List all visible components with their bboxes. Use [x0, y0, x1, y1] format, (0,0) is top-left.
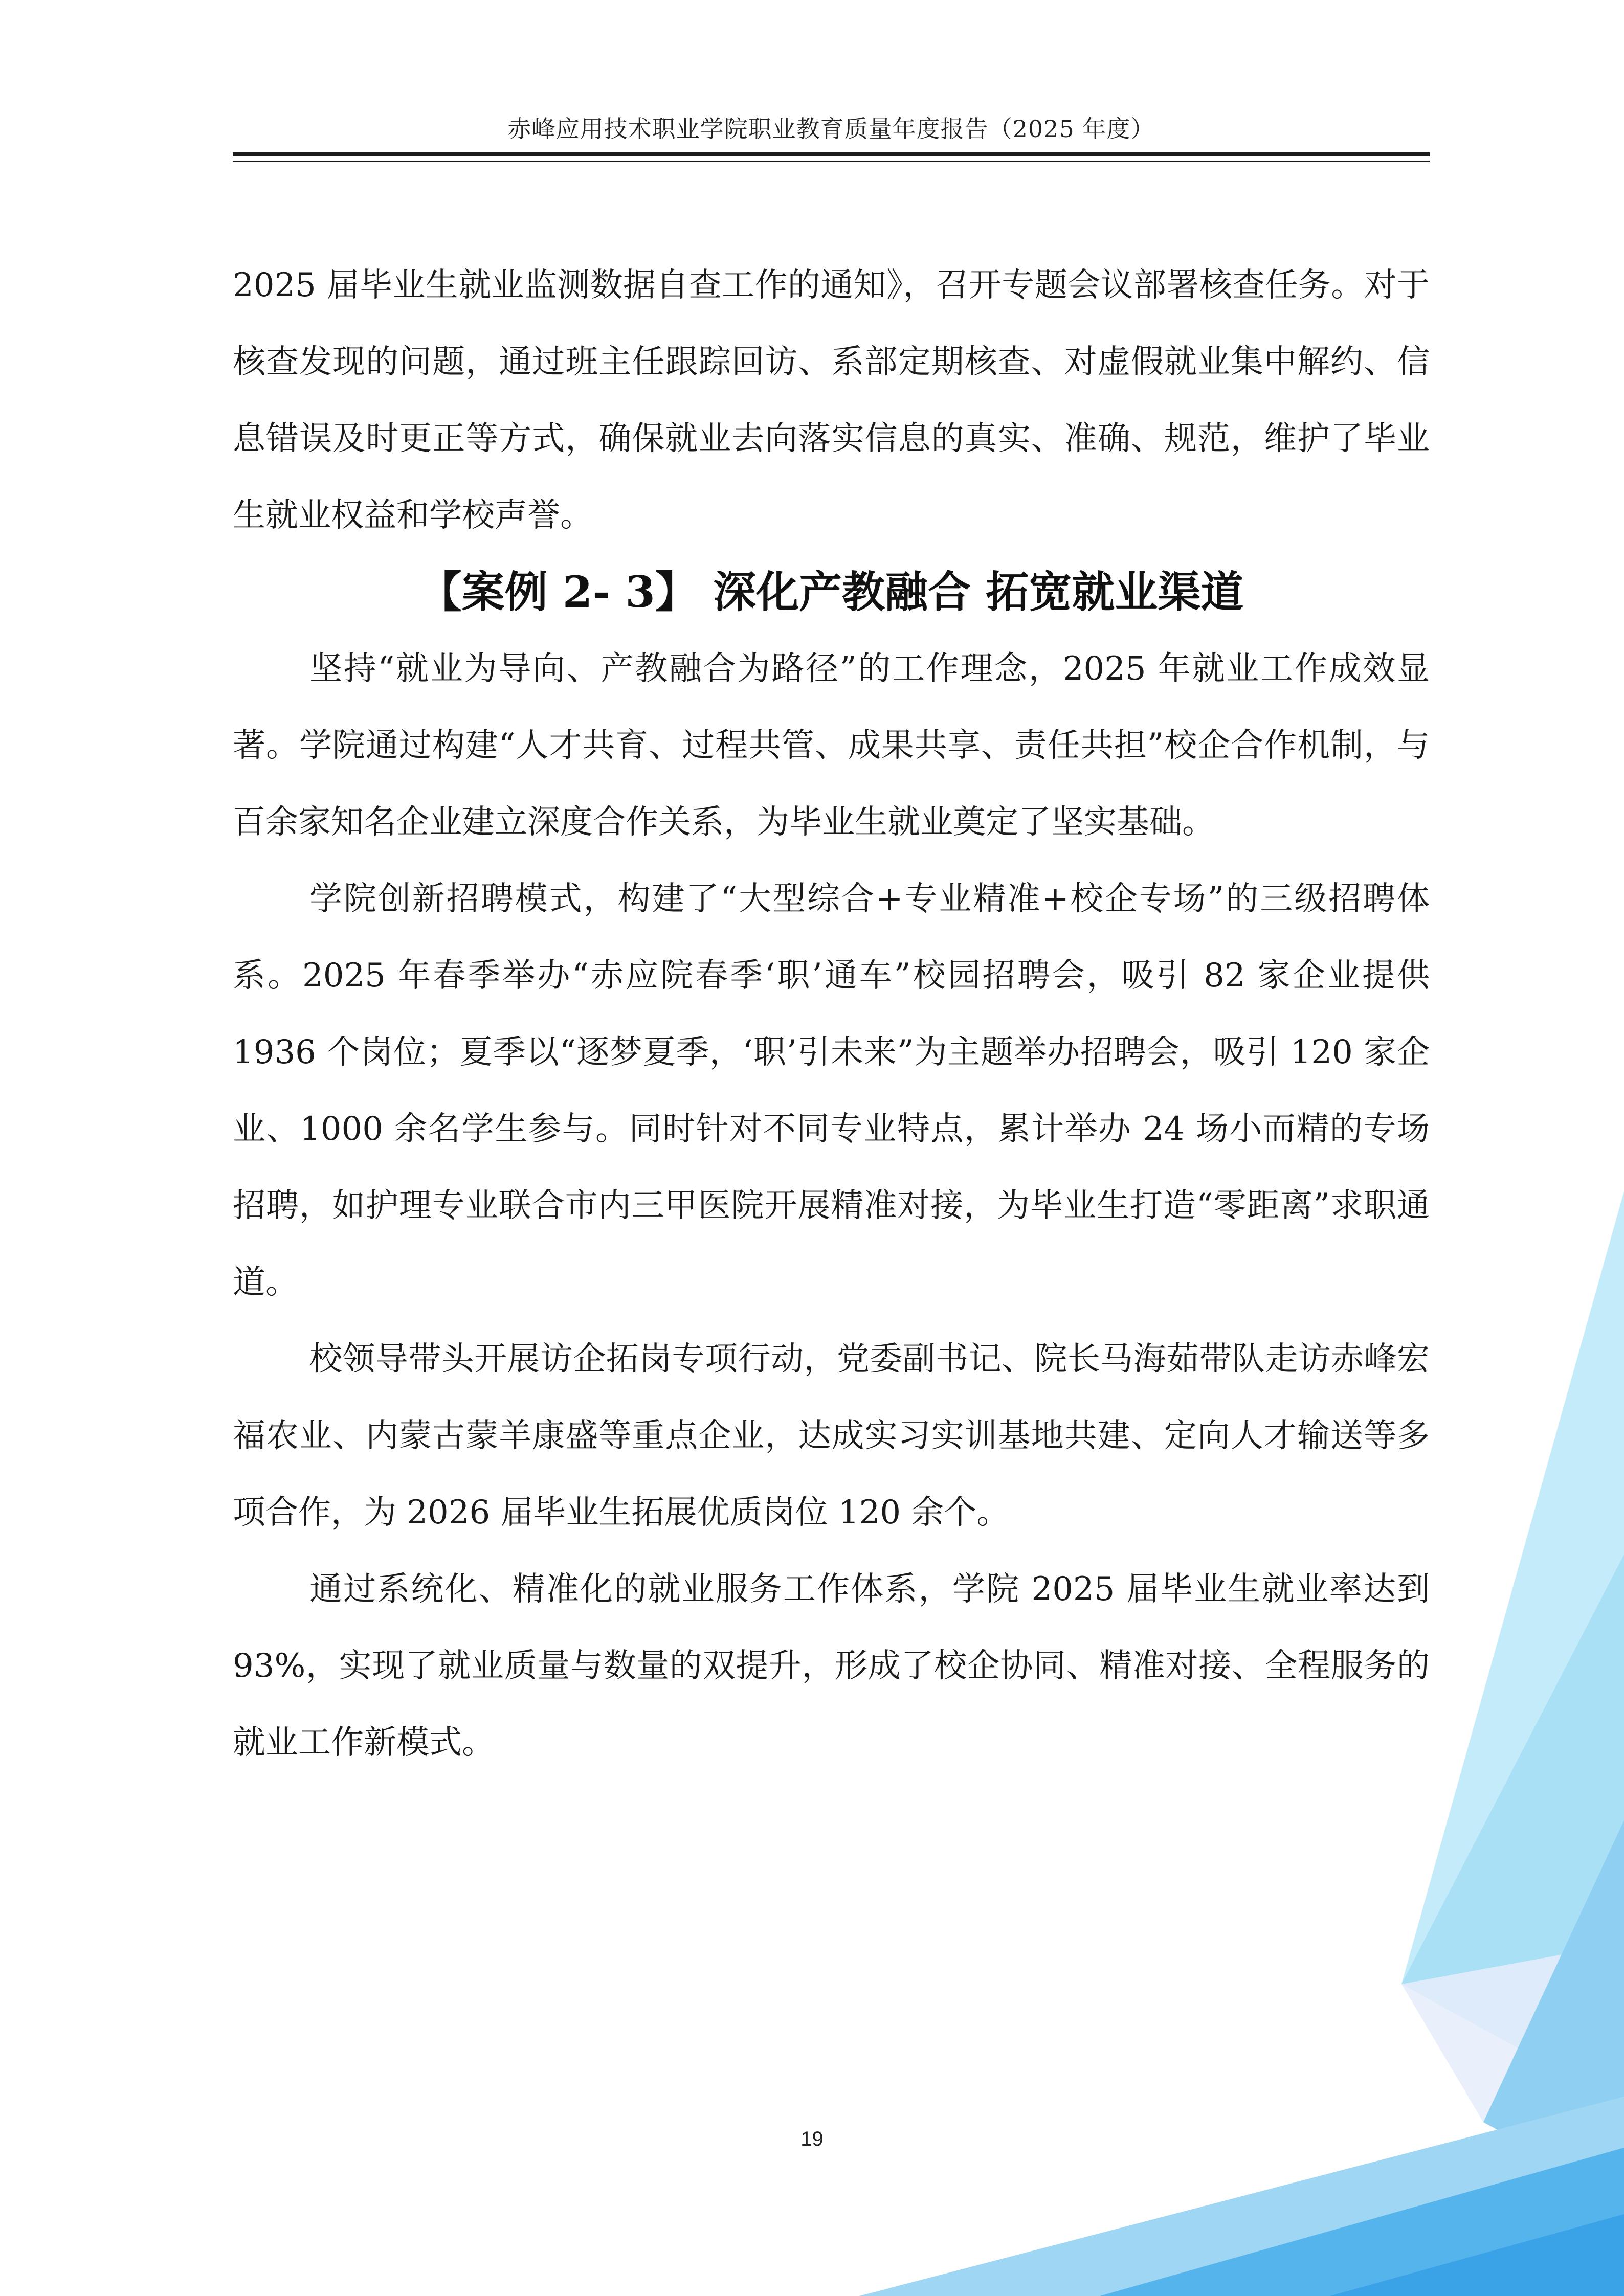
paragraph-1: 坚持“就业为导向、产教融合为路径”的工作理念，2025 年就业工作成效显著。学院通过构建“人才共育、过程共管、成果共享、责任共担”校企合作机制，与百余家知名企业建立深度合作关系，为毕业生就业奠定了坚实基础。 [233, 650, 1430, 841]
header-rule-thin [233, 161, 1430, 162]
paragraph-4: 通过系统化、精准化的就业服务工作体系，学院 2025 届毕业生就业率达到 93%，实现了就业质量与数量的双提升，形成了校企协同、精准对接、全程服务的就业工作新模式。 [233, 1570, 1430, 1762]
paragraph-2: 学院创新招聘模式，构建了“大型综合+专业精准+校企专场”的三级招聘体系。2025 年春季举办“赤应院春季‘职’通车”校园招聘会，吸引 82 家企业提供 1936 个岗位；夏季以“逐梦夏季，‘职’引未来”为主题举办招聘会，吸引 120 家企业、1000 余名学生参与。同时针对不同专业特点，累计举办 24 场小而精的专场招聘，如护理专业联合市内三甲医院开展精准对接，为毕业生打造“零距离”求职通道。 [233, 880, 1430, 1301]
continuation-paragraph: 2025 届毕业生就业监测数据自查工作的通知》，召开专题会议部署核查任务。对于核查发现的问题，通过班主任跟踪回访、系部定期核查、对虚假就业集中解约、信息错误及时更正等方式，确保就业去向落实信息的真实、准确、规范，维护了毕业生就业权益和学校声誉。 [233, 266, 1430, 534]
paragraph-3: 校领导带头开展访企拓岗专项行动，党委副书记、院长马海茹带队走访赤峰宏福农业、内蒙古蒙羊康盛等重点企业，达成实习实训基地共建、定向人才输送等多项合作，为 2026 届毕业生拓展优质岗位 120 余个。 [233, 1340, 1430, 1532]
running-header: 赤峰应用技术职业学院职业教育质量年度报告（2025 年度） [507, 115, 1155, 143]
case-title: 【案例 2- 3】 深化产教融合 拓宽就业渠道 [418, 567, 1244, 617]
header-rule-thick [233, 152, 1430, 156]
page-number: 19 [800, 2128, 824, 2150]
body-text [233, 247, 1430, 1781]
